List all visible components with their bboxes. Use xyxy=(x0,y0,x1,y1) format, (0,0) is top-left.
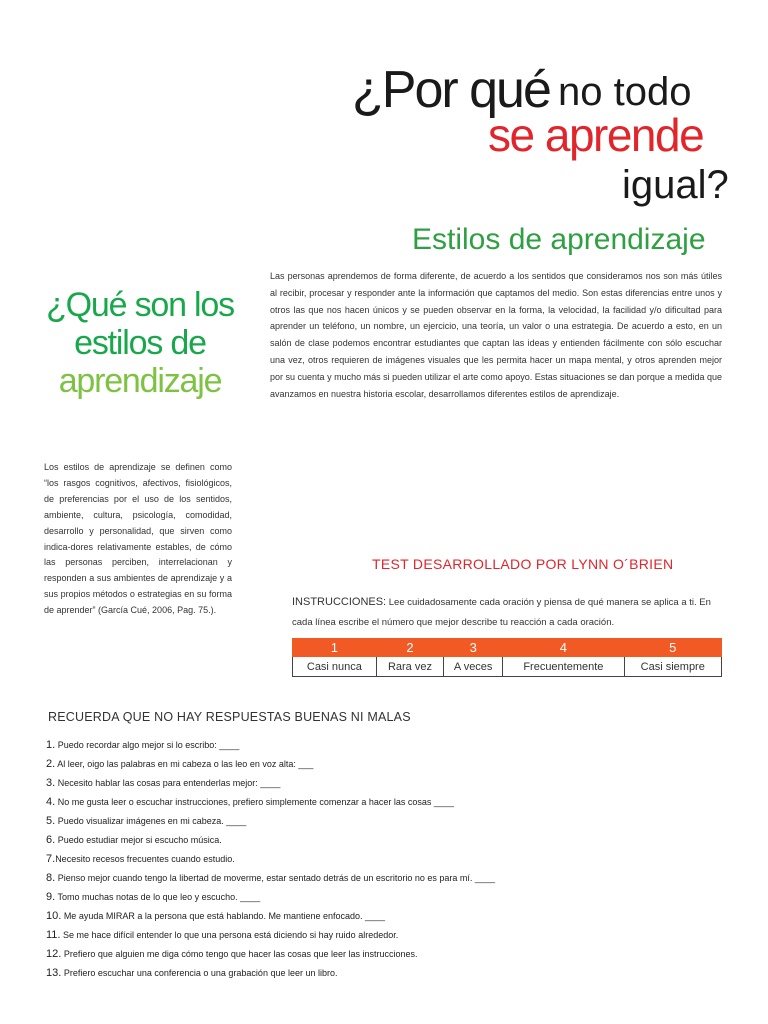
question-number: 1. xyxy=(46,739,56,751)
question-item xyxy=(46,834,222,846)
question-text: Me ayuda MIRAR a la persona que está hablando. Me mantiene enfocado. ____ xyxy=(63,911,386,921)
title-igual: igual? xyxy=(622,163,729,207)
scale-number: 4 xyxy=(503,639,624,657)
scale-number: 1 xyxy=(293,639,377,657)
question-text: Puedo estudiar mejor si escucho música. xyxy=(57,835,222,845)
question-number: 10. xyxy=(46,910,62,922)
reminder-heading: RECUERDA QUE NO HAY RESPUESTAS BUENAS NI MALAS xyxy=(48,710,411,724)
title-por-que: ¿Por qué xyxy=(352,61,550,119)
sidebar-heading xyxy=(40,286,240,400)
question-item xyxy=(46,777,280,789)
instructions-label: INSTRUCCIONES: xyxy=(292,596,387,608)
question-item xyxy=(46,891,260,903)
question-item xyxy=(46,815,246,827)
question-item xyxy=(46,796,454,808)
question-text: Puedo visualizar imágenes en mi cabeza. ____ xyxy=(57,816,247,826)
title-no-todo: no todo xyxy=(558,70,692,114)
question-number: 9. xyxy=(46,891,56,903)
question-text: Pienso mejor cuando tengo la libertad de moverme, estar sentado detrás de un escritorio no es para mí. ____ xyxy=(57,873,495,883)
title-se-aprende: se aprende xyxy=(488,109,704,161)
question-text: Prefiero escuchar una conferencia o una grabación que leer un libro. xyxy=(63,968,338,978)
question-item xyxy=(46,910,385,922)
scale-label: Casi nunca xyxy=(293,657,377,677)
test-title: TEST DESARROLLADO POR LYNN O´BRIEN xyxy=(372,556,674,572)
scale-label: A veces xyxy=(444,657,503,677)
question-item xyxy=(46,948,418,960)
question-item xyxy=(46,853,235,865)
question-item xyxy=(46,739,239,751)
question-number: 4. xyxy=(46,796,56,808)
page-subtitle: Estilos de aprendizaje xyxy=(412,223,706,256)
question-number: 5. xyxy=(46,815,56,827)
scale-number: 2 xyxy=(376,639,443,657)
question-number: 2. xyxy=(46,758,56,770)
question-text: Al leer, oigo las palabras en mi cabeza o las leo en voz alta: ___ xyxy=(57,759,314,769)
question-item xyxy=(46,758,313,770)
question-number: 6. xyxy=(46,834,56,846)
question-number: 8. xyxy=(46,872,56,884)
scale-label: Frecuentemente xyxy=(503,657,624,677)
question-number: 3. xyxy=(46,777,56,789)
question-text: No me gusta leer o escuchar instrucciones, prefiero simplemente comenzar a hacer las cosas ____ xyxy=(57,797,454,807)
question-item xyxy=(46,929,398,941)
question-text: Puedo recordar algo mejor si lo escribo: ____ xyxy=(57,740,240,750)
intro-paragraph: Las personas aprendemos de forma diferente, de acuerdo a los sentidos que consideramos nos son más útiles al recibir, procesar y responder ante la información que captamos del medio. Son estas diferencias entre unos y otros las que nos hacen únicos y se pueden observar en la forma, la velocidad, la facilidad y/o dificultad para aprender un teléfono, un nombre, un ejercicio, una teoría, un valor o una estrategia. De acuerdo a esto, en un salón de clase podemos encontrar estudiantes que captan las ideas y entienden fácilmente con sólo escuchar una vez, otros requieren de imágenes visuales que les permita hacer un mapa mental, y otros aprenden mejor por su cuenta y mucho más si pueden utilizar el arte como apoyo. Estas situaciones se dan porque a medida que avanzamos en nuestra historia escolar, desarrollamos diferentes estilos de aprendizaje. xyxy=(270,271,722,399)
scale-label: Rara vez xyxy=(376,657,443,677)
sidebar-heading-line2: estilos de xyxy=(74,324,206,362)
definition-paragraph: Los estilos de aprendizaje se definen como “los rasgos cognitivos, afectivos, fisiológicos, de preferencias por el uso de los sentidos, ambiente, cultura, psicología, comodidad, desarrollo y personalidad, que sirven como indica-dores relativamente estables, de cómo las personas perciben, interrelacionan y responden a sus ambientes de aprendizaje y a sus propios métodos o estrategias en su forma de aprender” (García Cué, 2006, Pag. 75.). xyxy=(44,462,232,616)
question-text: Necesito recesos frecuentes cuando estudio. xyxy=(55,854,235,864)
question-item xyxy=(46,967,338,979)
question-text: Necesito hablar las cosas para entenderlas mejor: ____ xyxy=(57,778,281,788)
sidebar-heading-line3: aprendizaje xyxy=(58,362,222,400)
question-number: 12. xyxy=(46,948,62,960)
test-instructions xyxy=(292,592,722,633)
question-text: Prefiero que alguien me diga cómo tengo que hacer las cosas que leer las instrucciones. xyxy=(63,949,418,959)
question-text: Se me hace difícil entender lo que una persona está diciendo si hay ruido alrededor. xyxy=(63,930,399,940)
scale-number: 5 xyxy=(624,639,722,657)
scale-number: 3 xyxy=(444,639,503,657)
instructions-text: Lee cuidadosamente cada oración y piensa de qué manera se aplica a ti. En cada línea escribe el número que mejor describe tu reacción a cada oración. xyxy=(292,597,711,628)
scale-label-row xyxy=(293,657,722,677)
scale-label: Casi siempre xyxy=(624,657,722,677)
question-number: 13. xyxy=(46,967,62,979)
question-text: Tomo muchas notas de lo que leo y escucho. ____ xyxy=(57,892,261,902)
question-item xyxy=(46,872,495,884)
question-number: 7. xyxy=(46,853,56,865)
sidebar-heading-line1: ¿Qué son los xyxy=(46,286,234,324)
question-number: 11. xyxy=(46,929,61,941)
scale-number-row xyxy=(293,639,722,657)
response-scale-table xyxy=(292,638,722,677)
